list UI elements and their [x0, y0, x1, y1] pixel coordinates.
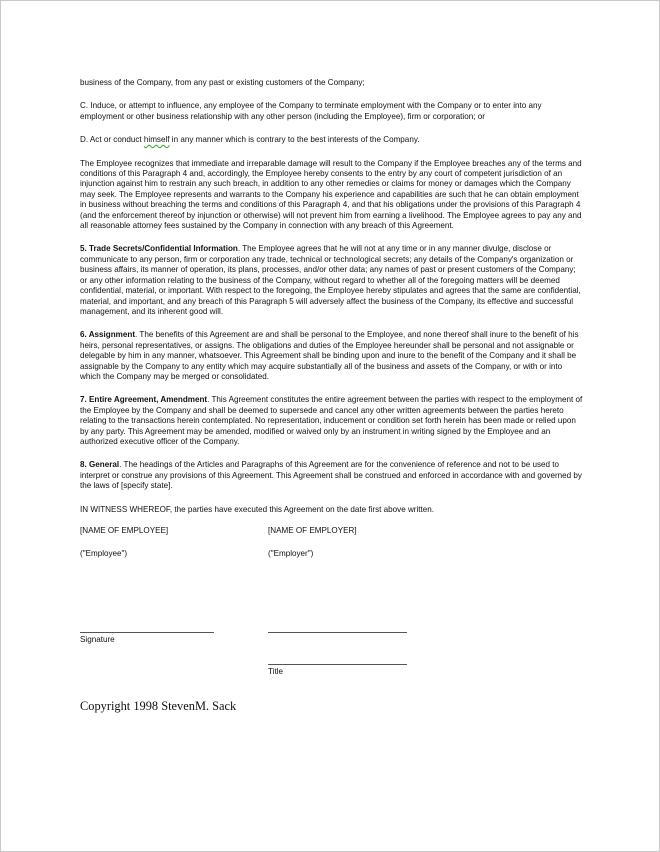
employee-name: [NAME OF EMPLOYEE] [80, 526, 169, 535]
section-8 [80, 460, 585, 491]
section-6-body: . The benefits of this Agreement are and shall be personal to the Employee, and none thereof shall inure to the benefit of his heirs, personal representatives, or assigns. The obligations and duties of the Employee hereunder shall be personal and not assignable or delegable by him in any manner, whatsoever. This Agreement shall be binding upon and inure to the benefit of the Company and it shall be assignable by the Company to any entity which may acquire substantially all of the business and assets of the Company, or with or into which the Company may be merged or consolidated. [80, 330, 579, 381]
party-names-row [80, 526, 585, 536]
spellcheck-word: himself [143, 135, 170, 145]
section-8-heading: 8. General [80, 460, 120, 470]
employee-signature-line [80, 632, 214, 633]
employer-signature-line [268, 632, 407, 633]
signature-label: Signature [80, 635, 115, 644]
paragraph-d-end: in any manner which is contrary to the best interests of the Company. [169, 135, 420, 145]
paragraph-c: C. Induce, or attempt to influence, any employee of the Company to terminate employment with the Company or to enter into any employment or other business relationship with any other person (including the Employee), firm or corporation; or [80, 101, 542, 121]
title-label: Title [268, 667, 283, 676]
copyright-notice: Copyright 1998 StevenM. Sack [80, 699, 237, 713]
section-6-heading: 6. Assignment [80, 330, 136, 340]
section-7-body: . This Agreement constitutes the entire agreement between the parties with respect to the employment of the Employee by the Company and shall be deemed to supersede and cancel any other written agreements between the parties hereto relating to the transactions herein contemplated. No representation, inducement or condition set forth herein has been made or relied upon by any party. This Agreement may be amended, modified or waived only by an instrument in writing signed by the Employee and an authorized executive officer of the Company. [80, 395, 583, 446]
title-label-wrap [268, 667, 468, 677]
document-body [80, 78, 585, 559]
employee-role: ("Employee") [80, 549, 128, 558]
party-roles-row [80, 549, 585, 559]
paragraph-d-start: D. Act or conduct [80, 135, 144, 145]
section-7-heading: 7. Entire Agreement, Amendment [80, 395, 208, 405]
employer-name: [NAME OF EMPLOYER] [268, 526, 357, 535]
section-5 [80, 244, 585, 317]
section-8-body: . The headings of the Articles and Paragraphs of this Agreement are for the convenience of reference and not to be used to interpret or construe any provisions of this Agreement. This Agreement shall be construed and enforced in accordance with and governed by the laws of [specify state]. [80, 460, 582, 491]
section-6 [80, 330, 585, 382]
section-5-heading: 5. Trade Secrets/Confidential Information [80, 244, 238, 254]
employer-role: ("Employer") [268, 549, 314, 558]
section-7 [80, 395, 585, 447]
paragraph-recognizes: The Employee recognizes that immediate and irreparable damage will result to the Company if the Employee breaches any of the terms and conditions of this Paragraph 4 and, accordingly, the Employee hereby consents to the entry by any court of competent jurisdiction of an injunction against him to restrain any such breach, in addition to any other remedies or claims for money or damages which the Company may seek. The Employee represents and warrants to the Company his experience and capabilities are such that he can obtain employment in business without breaching the terms and conditions of this Paragraph 4, and that his obligations under the provisions of this Paragraph 4 (and the enforcement thereof by injunction or otherwise) will not prevent him from earning a livelihood. The Employee agrees to pay any and all reasonable attorney fees sustained by the Company in connection with any breach of this Agreement. [80, 158, 582, 231]
employer-title-line [268, 664, 407, 665]
paragraph-continued: business of the Company, from any past or existing customers of the Company; [80, 78, 365, 87]
paragraph-d [80, 135, 585, 145]
section-5-body: . The Employee agrees that he will not at any time or in any manner divulge, disclose or communicate to any person, firm or corporation any trade, technical or technological secrets; any details of the Company's organization or business affairs, its manner of operation, its plans, processes, and/or other data; any names of past or present customers of the Company; or any other information relating to the business of the Company, without regard to whether all of the foregoing matters will be deemed confidential, material, or important. With respect to the foregoing, the Employee hereby stipulates and agrees that the same are confidential, material, and important, and any breach of this Paragraph 5 will adversely affect the business of the Company, its effective and successful management, and its inherent good will. [80, 244, 581, 316]
signature-label-wrap [80, 635, 280, 645]
witness-clause: IN WITNESS WHEREOF, the parties have executed this Agreement on the date first above written. [80, 504, 435, 514]
